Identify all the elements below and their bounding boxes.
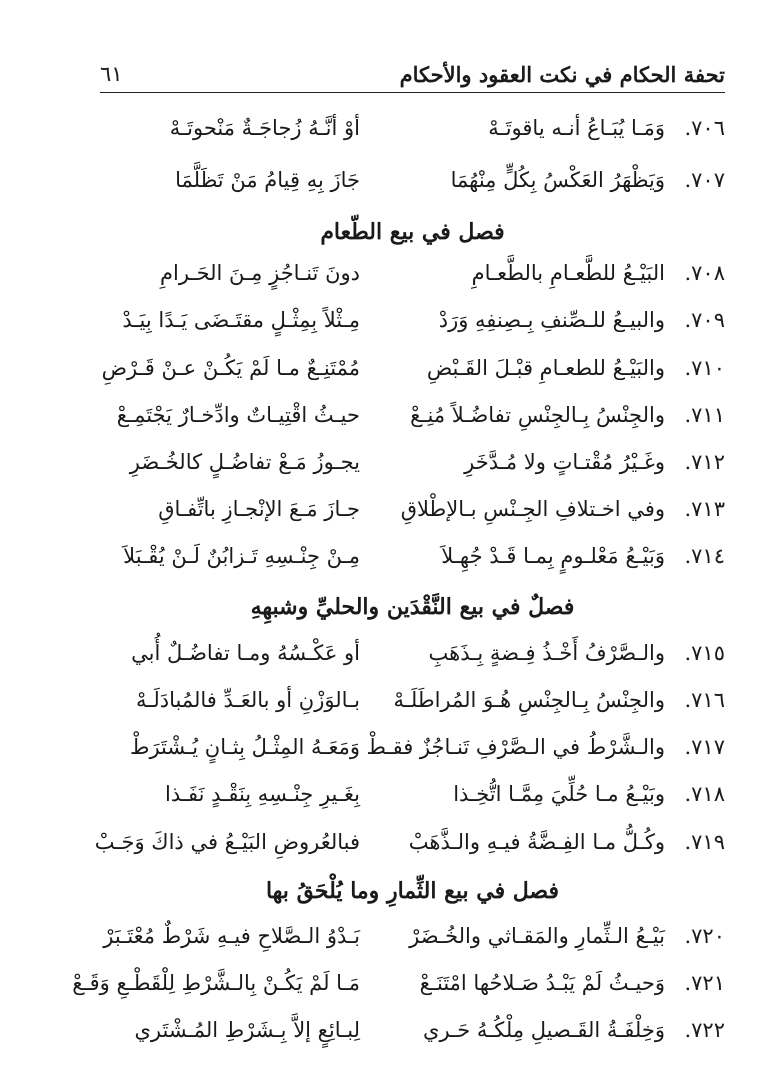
verse-number: ٧١٧. <box>684 735 725 759</box>
verse-line <box>100 491 725 527</box>
first-hemistich: والـصَّرْفُ أَخْـذُ فِـضةٍ بِـذَهَبِ <box>428 641 665 665</box>
first-hemistich: والبَيْـعُ للطعـامِ قبْـلَ القَـبْضِ <box>426 356 665 380</box>
verse-number: ٧٢٠. <box>684 924 725 948</box>
first-hemistich: وَبَيْـعُ مَعْلـومٍ بِمـا قَـدْ جُهِـلاَ <box>441 544 665 568</box>
book-title: تحفة الحكام في نكت العقود والأحكام <box>399 62 725 87</box>
page-number: ٦١ <box>100 62 123 86</box>
verse-line <box>100 444 725 480</box>
first-hemistich: وَمَـا يُبَـاعُ أنـه ياقوتَـهْ <box>488 116 665 140</box>
verse-line <box>94 824 725 860</box>
verse-line <box>100 255 725 291</box>
first-hemistich: بَيْـعُ الـثِّمارِ والمَقـاثي والخُـضَرْ <box>409 924 665 948</box>
first-hemistich: وَخِلْفَـةُ القَـصيلِ مِلْكُـهُ حَـري <box>423 1018 665 1042</box>
verse-line <box>100 110 725 146</box>
second-hemistich: مِـثْلاً بِمِثْـلٍ مقتَـضَى يَـدًا بِيَـدْ <box>122 308 360 332</box>
verse-line <box>100 350 725 386</box>
verse-number: ٧١٥. <box>684 641 725 665</box>
first-hemistich: وبَيْـعُ مـا حُلِّيَ مِمَّـا اتُّخِـذا <box>453 782 665 806</box>
verse-line <box>100 776 725 812</box>
section-heading: فصل في بيع الطّعام <box>320 219 505 245</box>
second-hemistich: لِبـائِعٍ إلاَّ بِـشَرْطِ المُـشْتَري <box>134 1018 360 1042</box>
verse-line <box>100 1012 725 1048</box>
first-hemistich: والبيـعُ للـصِّنفِ بِـصِنفِهِ وَرَدْ <box>438 308 665 332</box>
first-hemistich: وفي اخـتلافِ الجِـنْسِ بـالإطْلاقِ <box>400 497 665 521</box>
first-hemistich: والجِنْسُ بِـالجِنْسِ تفاضُـلاً مُنِـعْ <box>410 403 665 427</box>
verse-number: ٧٠٦. <box>684 116 725 140</box>
first-hemistich: وكُـلُّ مـا الفِـضَّةُ فيـهِ والـذَّهَبْ <box>408 830 665 854</box>
verse-number: ٧١٨. <box>684 782 725 806</box>
running-header <box>100 58 725 93</box>
section-heading: فصلٌ في بيع النَّقْدَين والحليِّ وشبهِهِ <box>250 594 575 620</box>
second-hemistich: جـازَ مَـعَ الإنْجـازِ باتِّفـاقِ <box>158 497 360 521</box>
second-hemistich: بَـدْوُ الـصَّلاحِ فيـهِ شَرْطٌ مُعْتَـبَرْ <box>103 924 360 948</box>
first-hemistich: البَيْـعُ للطَّعـامِ بالطَّعـامِ <box>471 261 665 285</box>
second-hemistich: جَازَ بِهِ قِيامُ مَنْ تَظَلَّمَا <box>175 168 360 192</box>
second-hemistich: حيـثُ اقْتِيـاتٌ وادِّخـارٌ يَجْتَمِـعْ <box>116 403 360 427</box>
second-hemistich: دونَ تَنـاجُزٍ مِـنَ الحَـرامِ <box>160 261 360 285</box>
verse-number: ٧١١. <box>684 403 725 427</box>
verse-number: ٧١٢. <box>684 450 725 474</box>
second-hemistich: أوْ أنَّـهُ زُجاجَـةٌ مَنْحوتَـهْ <box>169 116 360 140</box>
verse-number: ٧٠٩. <box>684 308 725 332</box>
verse-number: ٧٢٢. <box>684 1018 725 1042</box>
second-hemistich: مِـنْ جِنْـسِهِ تَـزابُنٌ لَـنْ يُقْـبَلاَ <box>123 544 360 568</box>
verse-line <box>100 162 725 198</box>
verse-number: ٧٢١. <box>684 971 725 995</box>
verse-line <box>100 397 725 433</box>
second-hemistich: وَمَعَـهُ المِثْـلُ بِثـانٍ يُـشْتَرَطْ <box>130 735 360 759</box>
verse-number: ٧٠٨. <box>684 261 725 285</box>
verse-number: ٧١٣. <box>684 497 725 521</box>
first-hemistich: والجِنْسُ بِـالجِنْسِ هُـوَ المُراطَلَـهْ <box>393 688 665 712</box>
second-hemistich: مُمْتَنِـعٌ مـا لَمْ يَكُـنْ عـنْ قَـرْضِ <box>101 356 360 380</box>
verse-line <box>100 538 725 574</box>
second-hemistich: بـالوَزْنِ أو بالعَـدِّ فالمُبادَلَـهْ <box>135 688 360 712</box>
section-heading: فصل في بيع الثِّمارِ وما يُلْحَقُ بها <box>265 878 560 904</box>
verse-line <box>100 729 725 765</box>
verse-number: ٧١٤. <box>684 544 725 568</box>
second-hemistich: بِغَـيرِ جِنْـسِهِ بِنَقْـدٍ نَفَـذا <box>165 782 360 806</box>
verse-line <box>100 302 725 338</box>
verse-number: ٧١٠. <box>684 356 725 380</box>
first-hemistich: وَحيـثُ لَمْ يَبْـدُ صَـلاحُها امْتَنَـعْ <box>419 971 665 995</box>
verse-line <box>100 918 725 954</box>
verse-number: ٧١٩. <box>684 830 725 854</box>
verse-number: ٧٠٧. <box>684 168 725 192</box>
verse-line <box>72 965 725 1001</box>
first-hemistich: وَيَظْهَرُ العَكْسُ بِكُلٍّ مِنْهُمَا <box>450 168 665 192</box>
first-hemistich: وغَـيْرُ مُقْتـاتٍ ولا مُـدَّخَرِ <box>464 450 665 474</box>
second-hemistich: مَـا لَمْ يَكُـنْ بِالـشَّرْطِ لِلْقَطْـعِ وَقَـعْ <box>72 971 360 995</box>
verse-line <box>100 635 725 671</box>
verse-line <box>100 682 725 718</box>
verse-number: ٧١٦. <box>684 688 725 712</box>
first-hemistich: والـشَّرْطُ في الـصَّرْفِ تَنـاجُزٌ فقـطْ <box>366 735 665 759</box>
second-hemistich: يجـوزُ مَـعْ تفاضُـلٍ كالخُـضَرِ <box>129 450 360 474</box>
second-hemistich: فبالعُروضِ البَيْـعُ في ذاكَ وَجَـبْ <box>94 830 360 854</box>
second-hemistich: أو عَكْـسُهُ ومـا تفاضُـلٌ أُبي <box>131 641 360 665</box>
